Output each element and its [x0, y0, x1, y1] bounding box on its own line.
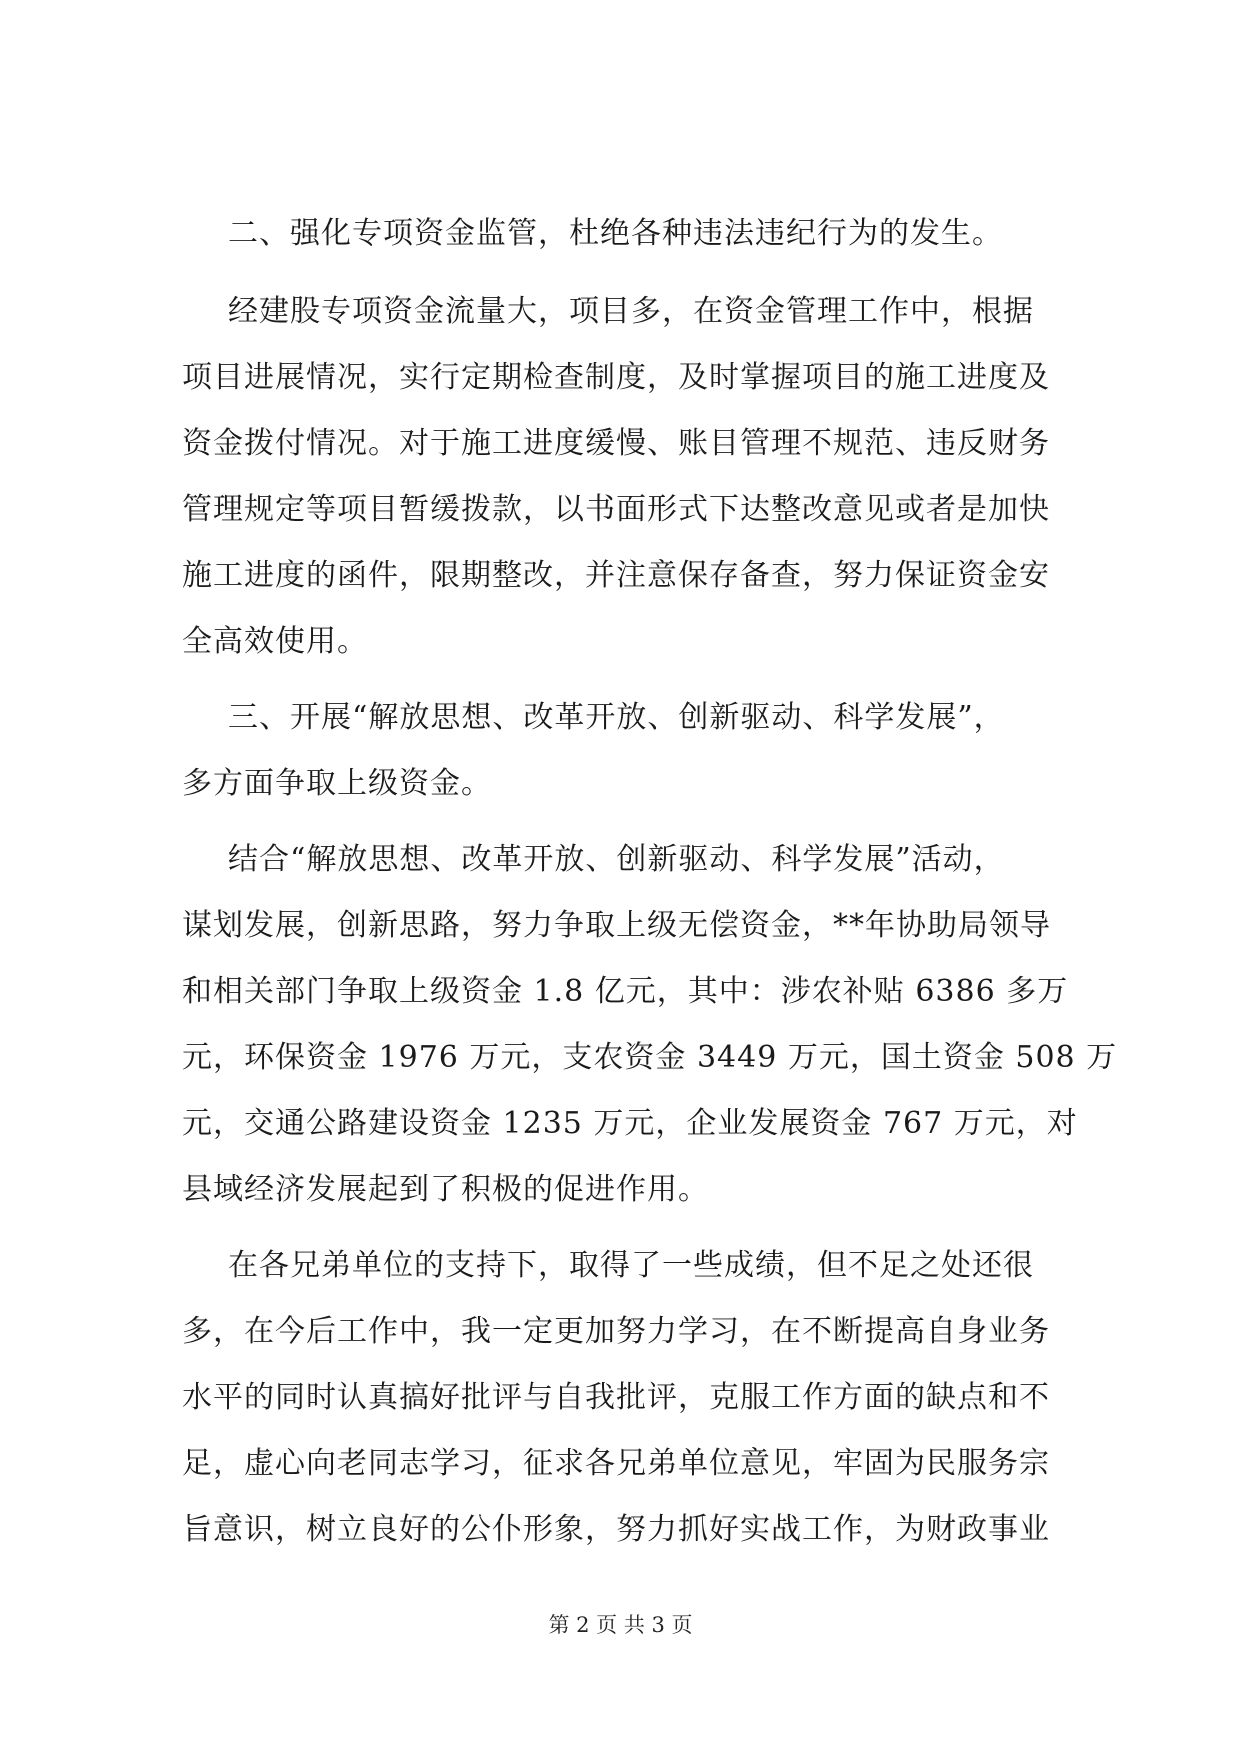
- paragraph-line: 元，环保资金 1976 万元，支农资金 3449 万元，国土资金 508 万: [182, 1040, 1118, 1075]
- section-heading-3: 三、开展“解放思想、改革开放、创新驱动、科学发展”，: [228, 700, 1005, 735]
- paragraph-line: 水平的同时认真搞好批评与自我批评，克服工作方面的缺点和不: [182, 1380, 1050, 1415]
- paragraph-line: 经建股专项资金流量大，项目多，在资金管理工作中，根据: [228, 294, 1034, 329]
- paragraph-line: 全高效使用。: [182, 624, 368, 659]
- paragraph-line: 谋划发展，创新思路，努力争取上级无偿资金，**年协助局领导: [182, 908, 1051, 943]
- paragraph-line: 结合“解放思想、改革开放、创新驱动、科学发展”活动，: [228, 842, 1005, 877]
- paragraph-line: 元，交通公路建设资金 1235 万元，企业发展资金 767 万元，对: [182, 1106, 1078, 1141]
- page-number-footer: 第 2 页 共 3 页: [548, 1613, 693, 1637]
- paragraph-line: 足，虚心向老同志学习，征求各兄弟单位意见，牢固为民服务宗: [182, 1446, 1050, 1481]
- paragraph-line: 施工进度的函件，限期整改，并注意保存备查，努力保证资金安: [182, 558, 1050, 593]
- paragraph-line: 和相关部门争取上级资金 1.8 亿元，其中：涉农补贴 6386 多万: [182, 974, 1069, 1009]
- paragraph-line: 县域经济发展起到了积极的促进作用。: [182, 1172, 709, 1207]
- paragraph-line: 资金拨付情况。对于施工进度缓慢、账目管理不规范、违反财务: [182, 426, 1050, 461]
- paragraph-line: 项目进展情况，实行定期检查制度，及时掌握项目的施工进度及: [182, 360, 1050, 395]
- paragraph-line: 旨意识，树立良好的公仆形象，努力抓好实战工作，为财政事业: [182, 1512, 1050, 1547]
- section-heading-2: 二、强化专项资金监管，杜绝各种违法违纪行为的发生。: [228, 216, 1003, 251]
- paragraph-line: 多，在今后工作中，我一定更加努力学习，在不断提高自身业务: [182, 1314, 1050, 1349]
- paragraph-line: 管理规定等项目暂缓拨款，以书面形式下达整改意见或者是加快: [182, 492, 1050, 527]
- section-heading-3-cont: 多方面争取上级资金。: [182, 766, 492, 801]
- paragraph-line: 在各兄弟单位的支持下，取得了一些成绩，但不足之处还很: [228, 1248, 1034, 1283]
